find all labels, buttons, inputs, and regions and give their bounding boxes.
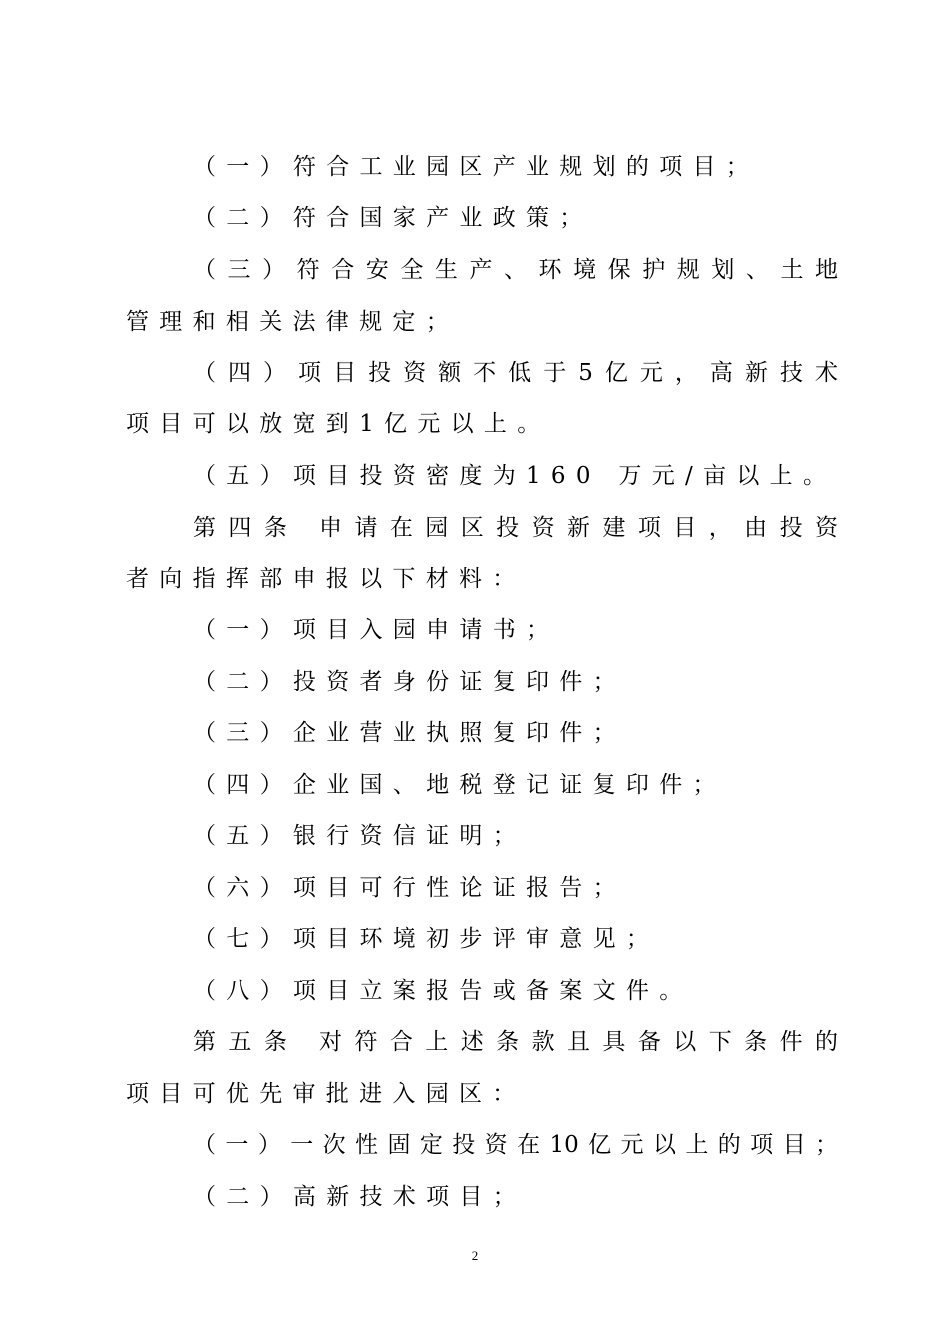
text-line-18: 第五条 对符合上述条款且具备以下条件的 [193,1029,838,1055]
text-line-19: 项目可优先审批进入园区： [126,1081,526,1107]
text-line-9: 者向指挥部申报以下材料： [126,566,526,592]
text-line-13: （四）企业国、地税登记证复印件； [193,772,726,798]
text-line-14: （五）银行资信证明； [193,823,526,849]
text-line-21: （二）高新技术项目； [193,1184,526,1210]
text-line-10: （一）项目入园申请书； [193,617,560,643]
text-line-15: （六）项目可行性论证报告； [193,875,626,901]
text-line-16: （七）项目环境初步评审意见； [193,926,660,952]
text-line-2: （二）符合国家产业政策； [193,205,593,231]
text-line-1: （一）符合工业园区产业规划的项目； [193,154,760,180]
text-line-3: （三）符合安全生产、环境保护规划、土地 [193,257,838,283]
text-line-6: 项目可以放宽到1亿元以上。 [126,411,551,437]
text-line-7: （五）项目投资密度为160 万元/亩以上。 [193,463,837,489]
text-line-8: 第四条 申请在园区投资新建项目，由投资 [193,515,838,541]
text-line-4: 管理和相关法律规定； [126,309,459,335]
page-number: 2 [471,1248,479,1263]
text-line-20: （一）一次性固定投资在10亿元以上的项目； [193,1132,838,1158]
text-line-17: （八）项目立案报告或备案文件。 [193,978,693,1004]
text-line-11: （二）投资者身份证复印件； [193,669,626,695]
text-line-12: （三）企业营业执照复印件； [193,720,626,746]
text-line-5: （四）项目投资额不低于5亿元，高新技术 [193,360,838,386]
